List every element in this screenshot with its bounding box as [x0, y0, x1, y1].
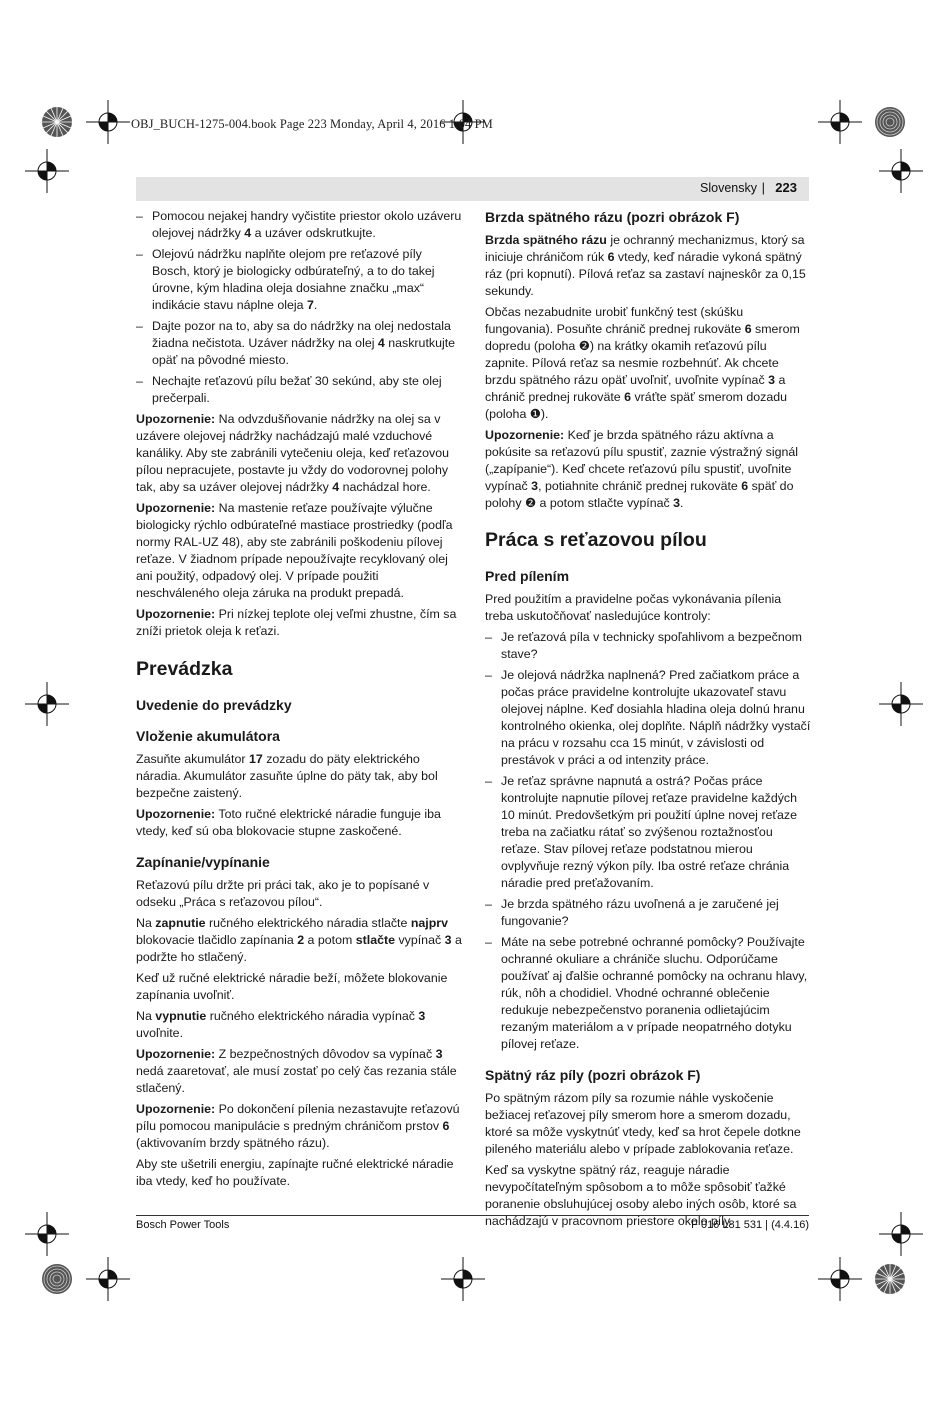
print-info-line: OBJ_BUCH-1275-004.book Page 223 Monday, April 4, 2016 1:04 PM — [131, 117, 493, 131]
subsection-heading: Spätný ráz píly (pozri obrázok F) — [485, 1067, 701, 1083]
note-paragraph: Upozornenie: Po dokončení pílenia nezastavujte reťazovú pílu pomocou manipulácie s predným chráničom prstov 6 (aktivovaním brzdy spätného rázu). — [136, 1102, 460, 1150]
note-paragraph: Upozornenie: Na odvzdušňovanie nádržky na olej sa v uzávere olejovej nádržky nachádzajú malé vzduchové kanáliky. Aby ste zabránili vytečeniu oleja, keď reťazovou pílou nepracujete, postavte ju vždy do vodorovnej polohy tak, aby sa uzáver olejovej nádržky 4 nachádzal hore. — [136, 412, 450, 494]
paragraph: Keď sa vyskytne spätný ráz, reaguje náradie nevypočítateľným spôsobom a to môže spôsobiť ťažké poranenie obsluhujúcej osoby alebo iných osôb, ktoré sa nachádzajú v pracovnom priestore okolo píly. — [485, 1163, 797, 1228]
footer-doc-number: F 016 L81 531 | (4.4.16) — [691, 1219, 809, 1231]
paragraph: Brzda spätného rázu je ochranný mechanizmus, ktorý sa iniciuje chráničom rúk 6 vtedy, keď náradie vykoná spätný ráz (pri kopnutí). Pílová reťaz sa zastaví najneskôr za 0,15 sekundy. — [485, 233, 806, 298]
page-header-bar — [136, 177, 809, 201]
paragraph: Keď už ručné elektrické náradie beží, môžete blokovanie zapínania uvoľniť. — [136, 971, 448, 1002]
list-item: – Je reťaz správne napnutá a ostrá? Počas práce kontrolujte napnutie pílovej reťaze pravidelne každých 10 minút. Predovšetkým pri použití úplne novej reťaze treba na začiatku rátať so zvýšenou roztažnosťou reťaze. Stav pílovej reťaze podstatnou mierou ovplyvňuje rezný výkon píly. Iba ostré reťaze chránia náradie pred preťažovaním. — [485, 774, 798, 890]
crosshair-mark-top-right — [818, 100, 862, 144]
paragraph: Aby ste ušetrili energiu, zapínajte ručné elektrické náradie iba vtedy, keď ho používate. — [136, 1157, 454, 1188]
registration-mark-bottom-left-dial — [40, 1262, 74, 1296]
note-paragraph: Upozornenie: Z bezpečnostných dôvodov sa vypínač 3 nedá zaaretovať, ale musí zostať po celý čas rezania stále stlačený. — [136, 1047, 457, 1095]
paragraph: Reťazovú pílu držte pri práci tak, ako je to popísané v odseku „Práca s reťazovou pílou“. — [136, 878, 430, 909]
subsection-heading: Brzda spätného rázu (pozri obrázok F) — [485, 209, 740, 225]
paragraph: Na zapnutie ručného elektrického náradia stlačte najprv blokovacie tlačidlo zapínania 2 a potom stlačte vypínač 3 a podržte ho stlačený. — [136, 916, 462, 964]
note-paragraph: Upozornenie: Keď je brzda spätného rázu aktívna a pokúsite sa reťazovú pílu spustiť, zaznie výstražný signál („zapípanie“). Keď chcete reťazovú pílu spustiť, uvoľnite vypínač 3, potiahnite chránič prednej rukoväte 6 späť do polohy ❷ a potom stlačte vypínač 3. — [485, 428, 799, 510]
list-item: – Dajte pozor na to, aby sa do nádržky na olej nedostala žiadna nečistota. Uzáver nádržky na olej 4 naskrutkujte opäť na pôvodné miesto. — [136, 319, 456, 367]
subsection-heading: Vloženie akumulátora — [136, 728, 280, 744]
paragraph: Po spätným rázom píly sa rozumie náhle vyskočenie bežiacej reťazovej píly smerom hore a smerom dozadu, ktoré sa môže vyskytnúť vtedy, keď sa hrot čepele dotkne pileného materiálu alebo v prípade zablokovania reťaze. — [485, 1091, 801, 1156]
note-paragraph: Upozornenie: Toto ručné elektrické náradie funguje iba vtedy, keď sú oba blokovacie stupne zaskočené. — [136, 807, 441, 838]
list-item: – Nechajte reťazovú pílu bežať 30 sekúnd, aby ste olej prečerpali. — [136, 374, 442, 405]
note-paragraph: Upozornenie: Na mastenie reťaze používajte výlučne biologicky rýchlo odbúrateľné mastiace prostriedky (podľa normy RAL-UZ 48), aby ste zabránili poškodeniu pílovej reťaze. V žiadnom prípade nepoužívajte recyklovaný olej ani použitý, odpadový olej. V prípade použiti neschváleného oleja záruka na produkt prepadá. — [136, 501, 453, 600]
list-item: – Je brzda spätného rázu uvoľnená a je zaručené jej fungovanie? — [485, 897, 779, 928]
footer-rule — [136, 1215, 809, 1216]
crosshair-mark-right-lower — [879, 1212, 923, 1256]
subsection-heading: Uvedenie do prevádzky — [136, 697, 292, 713]
right-column — [485, 208, 811, 1234]
list-item: – Olejovú nádržku naplňte olejom pre reťazové píly Bosch, ktorý je biologicky odbúrateľný, a to do takej úrovne, kým hladina oleja dosiahne značku „max“ indikácie stavu náplne oleja 7. — [136, 247, 435, 312]
section-heading: Práca s reťazovou pílou — [485, 529, 707, 551]
note-paragraph: Upozornenie: Pri nízkej teplote olej veľmi zhustne, čím sa zníži prietok oleja k reťazi. — [136, 607, 457, 638]
crosshair-mark-left-middle — [25, 682, 69, 726]
registration-mark-top-right-dial — [873, 105, 907, 139]
section-heading: Prevádzka — [136, 658, 233, 680]
crosshair-mark-right-upper — [879, 149, 923, 193]
list-item: – Máte na sebe potrebné ochranné pomôcky? Používajte ochranné okuliare a chrániče sluchu. Odporúčame používať aj ďalšie ochranné pomôcky na ochranu hlavy, rúk, nôh a chodidiel. Vhodné ochranné oblečenie redukuje nebezpečenstvo poranenia odlietajúcim rezaným materiálom a v prípade neopatrného dotyku pílovej reťaze. — [485, 935, 808, 1051]
left-column — [136, 208, 462, 1194]
crosshair-mark-left-upper — [25, 149, 69, 193]
header-language: Slovensky — [700, 181, 757, 195]
crosshair-mark-left-lower — [25, 1212, 69, 1256]
header-separator: | — [761, 180, 765, 195]
subsection-heading: Zapínanie/vypínanie — [136, 854, 270, 870]
crosshair-mark-right-middle — [879, 682, 923, 726]
footer-brand: Bosch Power Tools — [136, 1219, 230, 1231]
crosshair-mark-bottom-right — [818, 1257, 862, 1301]
registration-mark-top-left-dial — [40, 105, 74, 139]
crosshair-mark-top-left — [86, 100, 130, 144]
registration-mark-bottom-right-dial — [873, 1262, 907, 1296]
paragraph: Zasuňte akumulátor 17 zozadu do päty elektrického náradia. Akumulátor zasuňte úplne do päty tak, aby bol bezpečne zaistený. — [136, 752, 438, 800]
subsection-heading: Pred pílením — [485, 568, 570, 584]
paragraph: Na vypnutie ručného elektrického náradia vypínač 3 uvoľnite. — [136, 1009, 426, 1040]
list-item: – Je reťazová píla v technicky spoľahlivom a bezpečnom stave? — [485, 630, 802, 661]
page-number: 223 — [775, 180, 797, 195]
list-item: – Je olejová nádržka naplnená? Pred začiatkom práce a počas práce pravidelne kontrolujte ukazovateľ stavu olejovej náplne. Keď dosiahla hladina oleja dolnú hranu kontrolného okienka, olej doplňte. Náplň nádržky vystačí na prácu v rozsahu cca 15 minút, v závislosti od prestávok v práci a od intenzity práce. — [485, 668, 811, 767]
paragraph: Pred použitím a pravidelne počas vykonávania pílenia treba uskutočňovať nasledujúce kontroly: — [485, 592, 782, 623]
crosshair-mark-bottom-center — [441, 1257, 485, 1301]
crosshair-mark-bottom-left — [86, 1257, 130, 1301]
paragraph: Občas nezabudnite urobiť funkčný test (skúšku fungovania). Posuňte chránič prednej rukoväte 6 smerom dopredu (poloha ❷) na krátky okamih reťazovú pílu zapnite. Pílová reťaz sa nesmie rozbehnúť. Ak chcete brzdu spätného rázu opäť uvoľniť, uvoľnite vypínač 3 a chránič prednej rukoväte 6 vráťte späť smerom dozadu (poloha ❶). — [485, 305, 800, 421]
list-item: – Pomocou nejakej handry vyčistite priestor okolo uzáveru olejovej nádržky 4 a uzáver odskrutkujte. — [136, 209, 462, 240]
